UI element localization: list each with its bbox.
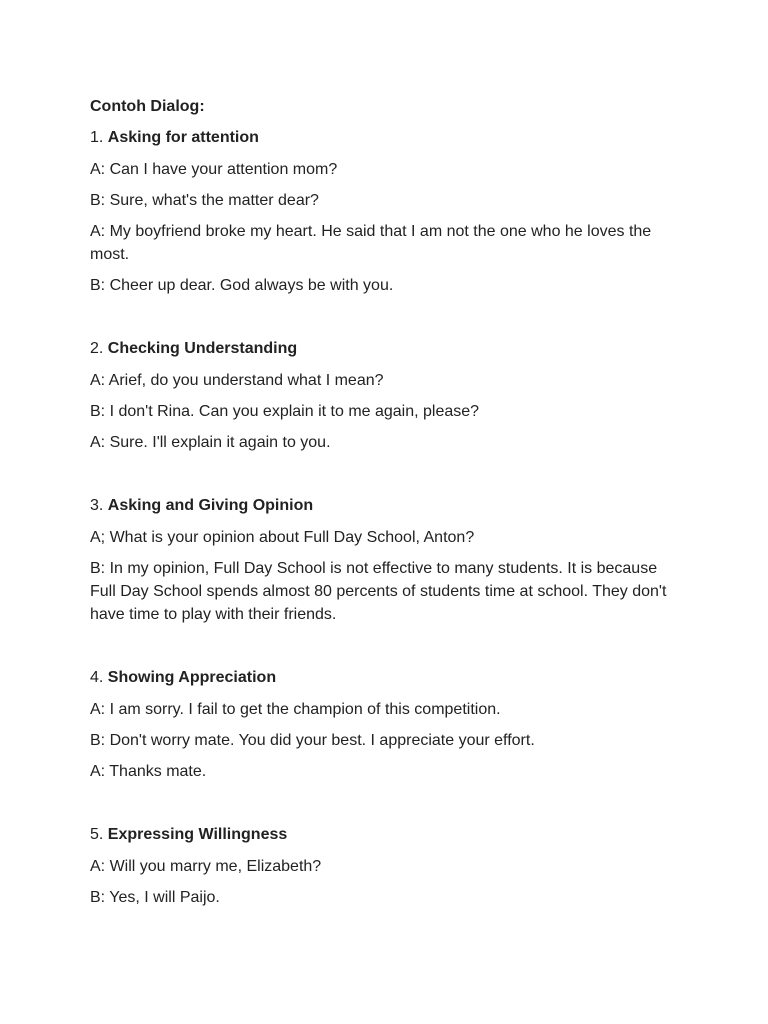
dialog-line: A: I am sorry. I fail to get the champion of this competition. <box>90 701 501 718</box>
dialog-line: A: Sure. I'll explain it again to you. <box>90 434 331 451</box>
document-title: Contoh Dialog: <box>90 98 205 115</box>
dialog-line: B: In my opinion, Full Day School is not effective to many students. It is because Full Day School spends almost 80 percents of students time at school. They don't have time to play with their friends. <box>90 560 667 623</box>
document-page <box>90 96 680 950</box>
dialog-line: B: Yes, I will Paijo. <box>90 889 220 906</box>
section-number: 2. <box>90 340 104 357</box>
section-heading <box>90 127 680 149</box>
dialog-line: A; What is your opinion about Full Day School, Anton? <box>90 529 475 546</box>
section-number: 3. <box>90 497 104 514</box>
dialog-section-1 <box>90 127 680 297</box>
dialog-line: A: Can I have your attention mom? <box>90 161 338 178</box>
section-title: Checking Understanding <box>107 340 298 357</box>
dialog-line: A: Thanks mate. <box>90 763 207 780</box>
dialog-line: A: Arief, do you understand what I mean? <box>90 372 384 389</box>
section-number: 5. <box>90 826 104 843</box>
section-number: 1. <box>90 129 104 146</box>
section-title: Expressing Willingness <box>107 826 288 843</box>
section-title: Asking and Giving Opinion <box>107 497 314 514</box>
dialog-line: B: Don't worry mate. You did your best. I appreciate your effort. <box>90 732 535 749</box>
section-title: Asking for attention <box>107 129 259 146</box>
section-heading <box>90 338 680 360</box>
dialog-line: A: Will you marry me, Elizabeth? <box>90 858 322 875</box>
dialog-line: B: I don't Rina. Can you explain it to me again, please? <box>90 403 480 420</box>
dialog-line: B: Sure, what's the matter dear? <box>90 192 319 209</box>
section-title: Showing Appreciation <box>107 669 277 686</box>
dialog-section-4 <box>90 667 680 783</box>
dialog-section-5 <box>90 824 680 909</box>
dialog-section-2 <box>90 338 680 454</box>
dialog-line: A: My boyfriend broke my heart. He said that I am not the one who he loves the most. <box>90 223 652 263</box>
section-number: 4. <box>90 669 104 686</box>
dialog-line: B: Cheer up dear. God always be with you. <box>90 277 394 294</box>
section-heading <box>90 495 680 517</box>
dialog-section-3 <box>90 495 680 626</box>
section-heading <box>90 667 680 689</box>
section-heading <box>90 824 680 846</box>
